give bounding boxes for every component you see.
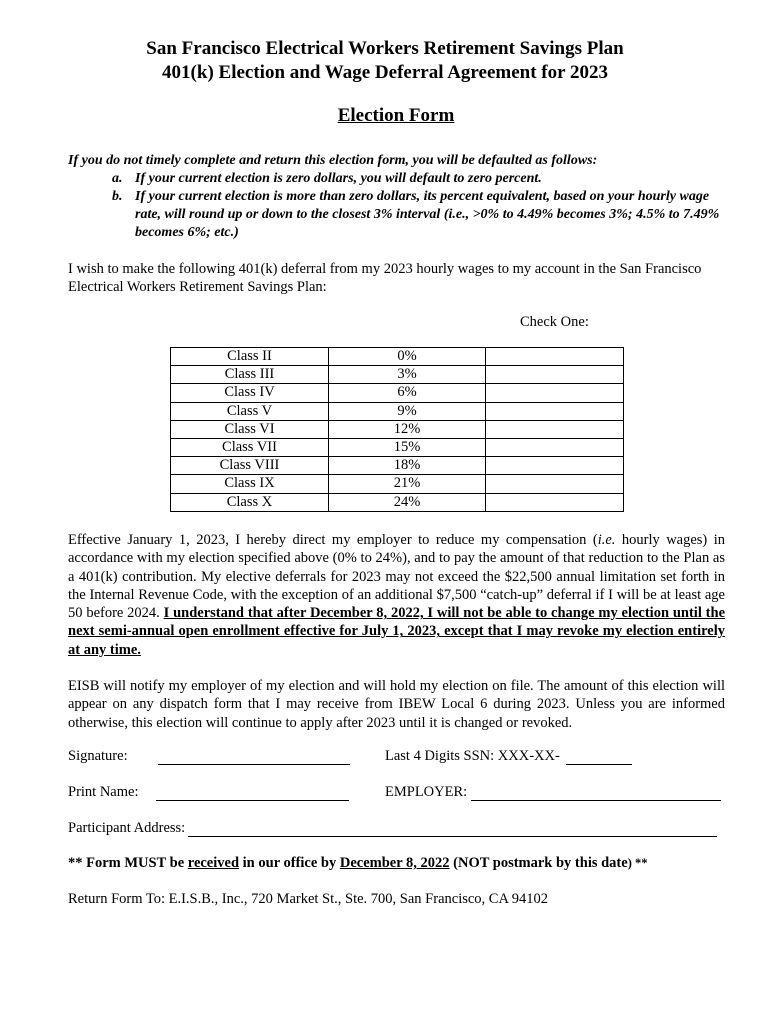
class-percent-cell: 18% <box>329 457 486 475</box>
class-percent-cell: 12% <box>329 420 486 438</box>
class-percent-cell: 0% <box>329 348 486 366</box>
table-row <box>171 457 624 475</box>
class-name-cell: Class X <box>171 493 329 511</box>
effective-text-part2: hourly wages) in accordance with my election specified above (0% to 24%), and to pay the amount of that reduction to the Plan as a 401(k) contribution. My elective deferrals for 2023 may not exceed the $22,500 annual limitation set forth in the Internal Revenue Code, with the exception of an additional $7,500 “catch-up” deferral if I will be at least age 50 before 2024. <box>68 532 725 622</box>
default-item-text: If your current election is more than zero dollars, its percent equivalent, based on your hourly wage rate, will round up or down to the closest 3% interval (i.e., >0% to 4.49% becomes 3%; 4.5% to 7.49% becomes 6%; etc.) <box>135 189 720 240</box>
table-row <box>171 420 624 438</box>
check-box-cell[interactable] <box>486 457 624 475</box>
class-percent-cell: 15% <box>329 439 486 457</box>
ssn-field-line[interactable] <box>566 750 632 765</box>
default-item-text: If your current election is zero dollars, you will default to zero percent. <box>135 171 542 186</box>
default-list <box>68 170 728 242</box>
check-box-cell[interactable] <box>486 348 624 366</box>
ssn-label: Last 4 Digits SSN: XXX-XX- <box>385 748 560 764</box>
signature-row <box>68 748 350 765</box>
check-box-cell[interactable] <box>486 475 624 493</box>
signature-label: Signature: <box>68 748 128 764</box>
class-percent-cell: 6% <box>329 384 486 402</box>
deadline-date: December 8, 2022 <box>339 855 450 871</box>
change-restriction-notice: I understand that after December 8, 2022, I will not be able to change my election until the next semi-annual open enrollment effective for July 1, 2023, except that I may revoke my election entirely at any time <box>68 605 725 658</box>
check-box-cell[interactable] <box>486 420 624 438</box>
check-box-cell[interactable] <box>486 384 624 402</box>
class-name-cell: Class IV <box>171 384 329 402</box>
class-percent-cell: 24% <box>329 493 486 511</box>
class-name-cell: Class VI <box>171 420 329 438</box>
default-notice-intro: If you do not timely complete and return this election form, you will be defaulted as follows: <box>68 153 598 168</box>
table-row <box>171 402 624 420</box>
print-name-label: Print Name: <box>68 784 139 800</box>
class-name-cell: Class VIII <box>171 457 329 475</box>
table-row <box>171 493 624 511</box>
class-percent-cell: 21% <box>329 475 486 493</box>
agreement-title: 401(k) Election and Wage Deferral Agreement for 2023 <box>162 62 608 83</box>
check-box-cell[interactable] <box>486 493 624 511</box>
eisb-paragraph: EISB will notify my employer of my election and will hold my election on file. The amount of this election will appear on any dispatch form that I may receive from IBEW Local 6 during 2023. Unless you are informed otherwise, this election will continue to apply after 2023 until it is changed or revoked. <box>68 678 725 731</box>
effective-text-part1: Effective January 1, 2023, I hereby direct my employer to reduce my compensation ( <box>68 532 598 548</box>
employer-label: EMPLOYER: <box>385 784 468 800</box>
print-name-row <box>68 784 349 801</box>
deferral-intro-paragraph: I wish to make the following 401(k) deferral from my 2023 hourly wages to my account in the San Francisco Electrical Workers Retirement Savings Plan: <box>68 261 702 296</box>
ssn-row <box>385 748 632 765</box>
default-item-b <box>112 188 728 242</box>
address-label: Participant Address: <box>68 820 186 836</box>
deadline-prefix: ** Form MUST be <box>68 855 188 871</box>
effective-text-end: . <box>137 641 141 658</box>
default-item-marker: a. <box>112 171 123 186</box>
table-row <box>171 348 624 366</box>
check-box-cell[interactable] <box>486 366 624 384</box>
default-notice <box>68 152 728 242</box>
deadline-notice <box>68 855 648 872</box>
print-name-line[interactable] <box>156 786 349 801</box>
check-box-cell[interactable] <box>486 439 624 457</box>
plan-title: San Francisco Electrical Workers Retirement Savings Plan <box>146 38 624 59</box>
employer-row <box>385 784 721 801</box>
table-row <box>171 384 624 402</box>
address-line[interactable] <box>188 822 717 837</box>
class-percent-cell: 3% <box>329 366 486 384</box>
table-row <box>171 439 624 457</box>
class-name-cell: Class V <box>171 402 329 420</box>
check-box-cell[interactable] <box>486 402 624 420</box>
deadline-middle: in our office by <box>239 855 340 871</box>
check-one-label: Check One: <box>520 314 589 330</box>
class-name-cell: Class VII <box>171 439 329 457</box>
class-name-cell: Class II <box>171 348 329 366</box>
class-percent-cell: 9% <box>329 402 486 420</box>
default-item-a <box>112 170 728 188</box>
address-row <box>68 820 717 837</box>
deadline-end: ) ** <box>627 856 648 870</box>
class-name-cell: Class IX <box>171 475 329 493</box>
form-title: Election Form <box>337 105 455 126</box>
deadline-suffix: (NOT postmark by this date <box>449 855 628 871</box>
class-election-table <box>170 347 624 512</box>
table-row <box>171 366 624 384</box>
effective-text-ie: i.e. <box>597 532 616 548</box>
return-address: Return Form To: E.I.S.B., Inc., 720 Market St., Ste. 700, San Francisco, CA 94102 <box>68 891 549 907</box>
deadline-received: received <box>187 855 240 871</box>
table-row <box>171 475 624 493</box>
class-name-cell: Class III <box>171 366 329 384</box>
signature-line[interactable] <box>158 750 350 765</box>
effective-paragraph <box>68 531 725 659</box>
employer-line[interactable] <box>471 786 721 801</box>
default-item-marker: b. <box>112 189 123 204</box>
